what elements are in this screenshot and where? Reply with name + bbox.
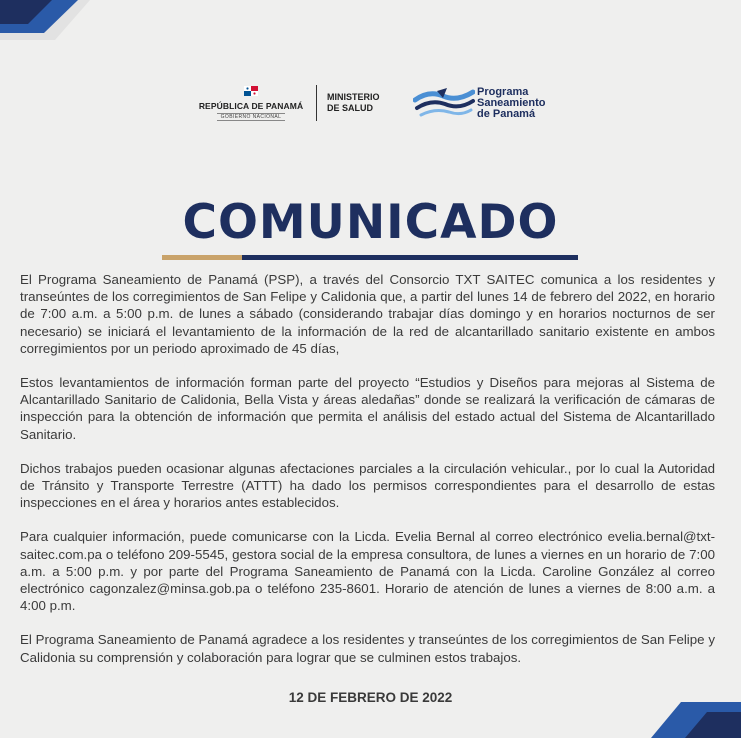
logo-divider: [316, 85, 317, 121]
paragraph-project: Estos levantamientos de información forman parte del proyecto “Estudios y Diseños para mejoras al Sistema de Alcantarillado Sanitario de Calidonia, Bella Vista y áreas aledañas” donde se realizará la verificación de cámaras de inspección para la obtención de información que permita el análisis del estado actual del Sistema de Alcantarillado Sanitario.: [20, 375, 715, 442]
paragraph-contact: Para cualquier información, puede comunicarse con la Licda. Evelia Bernal al correo electrónico evelia.bernal@txt-saitec.com.pa o teléfono 209-5545, gestora social de la empresa consultora, de lunes a viernes en un horario de 7:00 a.m. a 5:00 p.m. y por parte del Programa Saneamiento de Panamá con la Licda. Caroline González al correo electrónico cagonzalez@minsa.gob.pa o teléfono 235-8601. Horario de atención de lunes a viernes de 8:00 a.m. a 4:00 p.m.: [20, 529, 715, 614]
header-logos: [198, 83, 545, 123]
paragraph-announcement: El Programa Saneamiento de Panamá (PSP), a través del Consorcio TXT SAITEC comunica a los residentes y transeúntes de los corregimientos de San Felipe y Calidonia que, a partir del lunes 14 de febrero del 2022, en horario de 7:00 a.m. a 5:00 p.m. de lunes a sábado (considerando trabajar días domingo y en horarios nocturnos de ser necesario) se iniciará el levantamiento de la información de la red de alcantarillado sanitario existente en ambos corregimientos por un periodo aproximado de 45 días,: [20, 272, 715, 356]
programa-line2: Saneamiento: [477, 96, 546, 109]
title-underline: [162, 255, 578, 260]
paragraph-traffic: Dichos trabajos pueden ocasionar algunas afectaciones parciales a la circulación vehicular., por lo cual la Autoridad de Tránsito y Transporte Terrestre (ATTT) ha dado los permisos correspondientes para el desarrollo de estas inspecciones en el área y horarios antes establecidos.: [20, 460, 715, 511]
republica-panama-logo: [198, 86, 304, 121]
republica-subtitle: GOBIERNO NACIONAL: [217, 113, 286, 121]
wave-emblem-icon: [413, 86, 475, 120]
body-text: [20, 271, 715, 683]
programa-line3: de Panamá: [477, 107, 536, 120]
publication-date: 12 DE FEBRERO DE 2022: [288, 690, 453, 705]
underline-gold-segment: [162, 255, 242, 260]
ministerio-line2: DE SALUD: [327, 103, 374, 113]
paragraph-thanks: El Programa Saneamiento de Panamá agradece a los residentes y transeúntes de los corregimientos de San Felipe y Calidonia su comprensión y colaboración para lograr que se culminen estos trabajos.: [20, 632, 715, 665]
page-title: COMUNICADO: [182, 195, 559, 250]
corner-decoration-bottom-right: [651, 702, 741, 738]
ministerio-line1: MINISTERIO: [327, 92, 380, 102]
programa-name: [477, 87, 545, 120]
corner-decoration-top-left: [0, 0, 90, 40]
programa-saneamiento-logo: [413, 86, 545, 120]
programa-line1: Programa: [477, 85, 529, 98]
panama-flag-icon: [244, 86, 258, 96]
republica-name: REPÚBLICA DE PANAMÁ: [198, 100, 304, 111]
ministerio-salud-logo: [327, 92, 391, 114]
underline-navy-segment: [242, 255, 578, 260]
